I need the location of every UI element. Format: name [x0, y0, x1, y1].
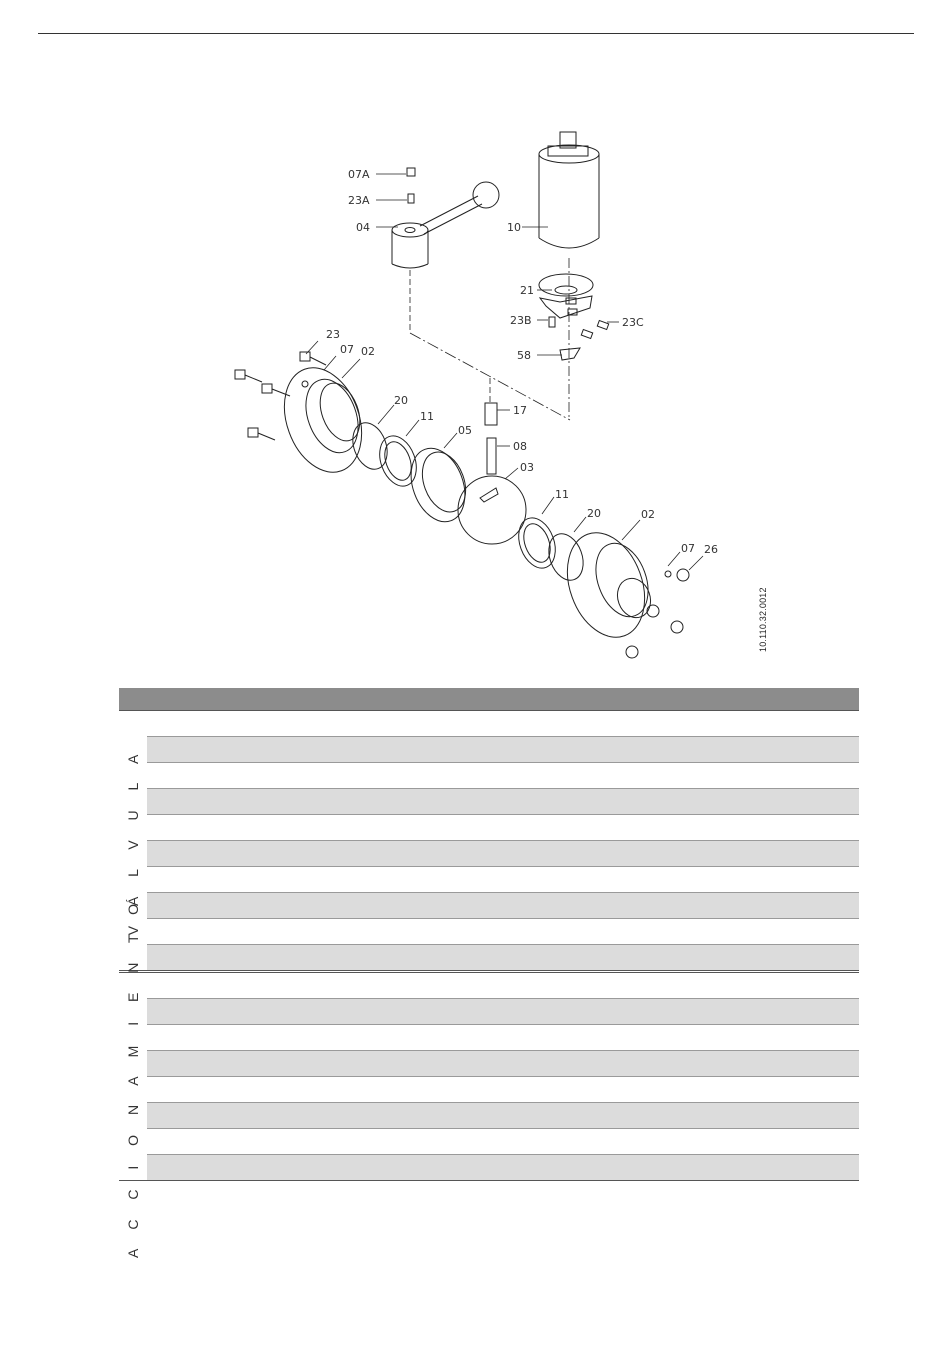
- left-flange: [271, 357, 376, 483]
- label-02-right: 02: [641, 508, 655, 521]
- label-07-right: 07: [681, 542, 695, 555]
- valve-section: [119, 711, 859, 973]
- table-row: [147, 815, 859, 841]
- label-26: 26: [704, 543, 718, 556]
- bracket-part: [539, 274, 593, 318]
- handle-lever: [392, 168, 499, 268]
- label-23b: 23B: [510, 314, 532, 327]
- table-row: [147, 945, 859, 970]
- table-row: [147, 999, 859, 1025]
- table-row: [147, 841, 859, 867]
- right-nuts: [626, 569, 689, 658]
- table-row: [147, 737, 859, 763]
- label-07a: 07A: [348, 168, 370, 181]
- actuator-section-label-cell: [119, 895, 147, 1258]
- actuator-section: [119, 895, 859, 1258]
- parts-table: [119, 688, 859, 1258]
- table-row: [147, 1051, 859, 1077]
- label-02: 02: [361, 345, 375, 358]
- label-08: 08: [513, 440, 527, 453]
- table-row: [147, 1025, 859, 1051]
- label-23a: 23A: [348, 194, 370, 207]
- table-row: [147, 1103, 859, 1129]
- label-11: 11: [420, 410, 434, 423]
- drawing-reference-number: 10.110.32.0012: [758, 587, 768, 652]
- label-20: 20: [394, 394, 408, 407]
- label-05: 05: [458, 424, 472, 437]
- label-23c: 23C: [622, 316, 644, 329]
- table-header: [119, 688, 859, 711]
- table-row: [147, 789, 859, 815]
- table-row: [147, 763, 859, 789]
- left-bolts: [235, 352, 326, 440]
- label-04: 04: [356, 221, 370, 234]
- label-23: 23: [326, 328, 340, 341]
- label-21: 21: [520, 284, 534, 297]
- valve-section-label: V Á L V U L A: [125, 746, 141, 935]
- table-row: [147, 867, 859, 893]
- table-row: [147, 1077, 859, 1103]
- label-17: 17: [513, 404, 527, 417]
- table-row: [147, 919, 859, 945]
- label-20-right: 20: [587, 507, 601, 520]
- label-10: 10: [507, 221, 521, 234]
- label-58: 58: [517, 349, 531, 362]
- right-flange: [554, 522, 659, 648]
- table-row: [147, 1129, 859, 1155]
- header-cell-position: [147, 688, 227, 710]
- actuator-section-label: A C C I O N A M I E N T O: [125, 895, 141, 1258]
- table-row: [147, 893, 859, 919]
- table-row: [147, 973, 859, 999]
- label-11-right: 11: [555, 488, 569, 501]
- label-07: 07: [340, 343, 354, 356]
- label-03: 03: [520, 461, 534, 474]
- table-row: [147, 711, 859, 737]
- table-row: [147, 1155, 859, 1180]
- actuator-cylinder: [539, 132, 599, 248]
- header-cell-section: [119, 688, 147, 710]
